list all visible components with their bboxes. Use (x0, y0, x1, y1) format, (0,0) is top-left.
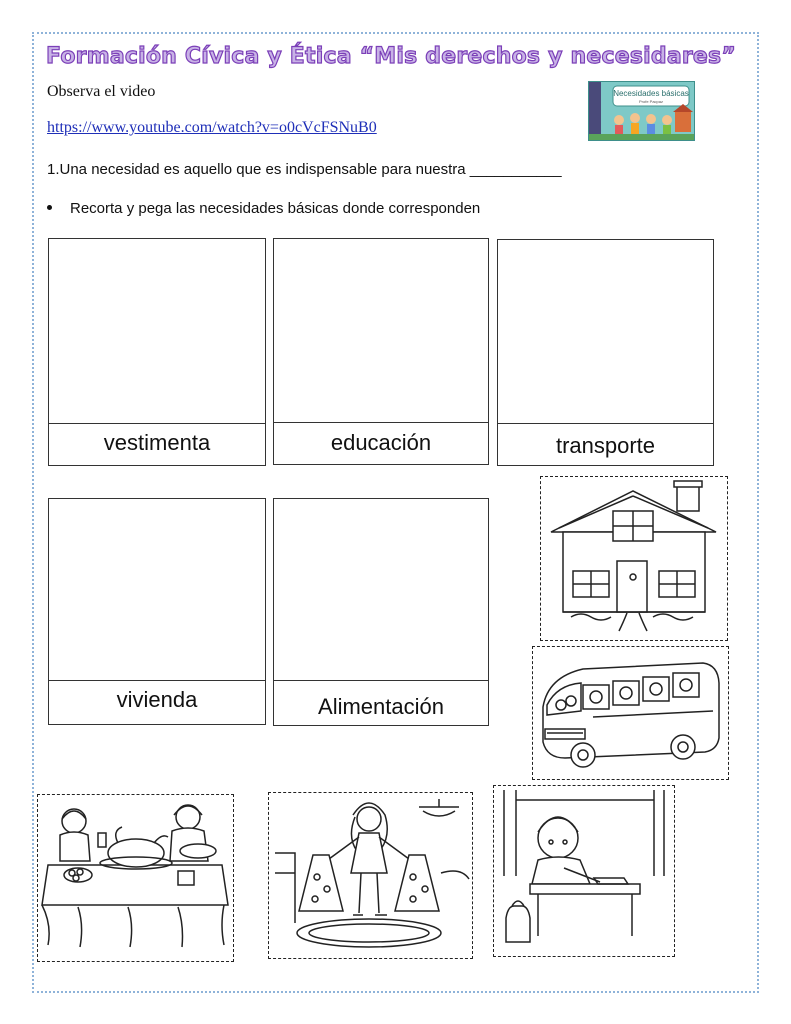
box-label: transporte (555, 433, 656, 458)
video-thumbnail[interactable] (588, 81, 695, 141)
page-title: Formación Cívica y Ética “Mis derechos y necesidares” (46, 44, 736, 69)
box-label: vestimenta (103, 430, 211, 455)
paste-box-transporte[interactable] (497, 239, 714, 466)
paste-box-vestimenta[interactable] (48, 238, 266, 466)
cutout-girl-with-dresses[interactable] (268, 792, 473, 959)
meal-drawing (38, 795, 232, 960)
paste-area[interactable] (274, 499, 488, 681)
video-link[interactable]: https://www.youtube.com/watch?v=o0cVcFSNuB0 (47, 119, 377, 136)
thumbnail-illustration (589, 82, 694, 140)
bus-drawing (533, 647, 727, 778)
box-label: educación (330, 430, 432, 455)
paste-area[interactable] (49, 499, 265, 681)
paste-area[interactable] (498, 240, 713, 424)
cutout-family-meal[interactable] (37, 794, 234, 962)
paste-box-alimentacion[interactable] (273, 498, 489, 726)
box-label: vivienda (116, 687, 198, 712)
paste-area[interactable] (49, 239, 265, 424)
question-1: 1.Una necesidad es aquello que es indispensable para nuestra ___________ (47, 161, 562, 178)
thumbnail-title: Necesidades básicas (613, 89, 689, 98)
bullet-dot (47, 205, 52, 210)
cutout-bus[interactable] (532, 646, 729, 780)
study-drawing (494, 786, 673, 955)
cut-paste-text: Recorta y pega las necesidades básicas donde corresponden (70, 200, 481, 217)
cut-paste-instruction (47, 200, 480, 217)
box-label: Alimentación (318, 694, 444, 719)
cutout-house[interactable] (540, 476, 728, 641)
thumbnail-subtitle: Profe Pacpaz (638, 99, 664, 104)
paste-box-educacion[interactable] (273, 238, 489, 465)
cutout-boy-studying[interactable] (493, 785, 675, 957)
dresses-drawing (269, 793, 471, 957)
paste-area[interactable] (274, 239, 488, 423)
house-drawing (541, 477, 726, 639)
paste-box-vivienda[interactable] (48, 498, 266, 725)
watch-instruction: Observa el video (47, 83, 156, 100)
